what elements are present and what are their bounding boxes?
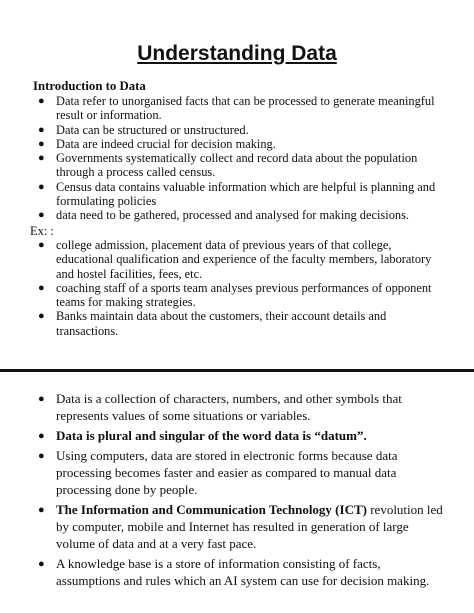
list-item [30,208,450,222]
list-item-text: Data are indeed crucial for decision making. [56,136,276,151]
list-item-text: data need to be gathered, processed and analysed for making decisions. [56,208,410,223]
page-title: Understanding Data [137,42,337,65]
bullet-icon: ● [38,281,45,294]
list-item-text: coaching staff of a sports team analyses previous performances of opponent teams for making strategies. [56,280,432,310]
bullet-icon: ● [38,393,45,405]
list-item-text: Data can be structured or unstructured. [56,122,249,137]
list-item [30,238,450,281]
bullet-icon: ● [38,209,45,222]
intro-heading: Introduction to Data [33,79,146,93]
list-item-text: Census data contains valuable information which are helpful is planning and formulating policies [56,179,436,209]
list-item-text: Data is a collection of characters, numbers, and other symbols that represents values of some situations or variables. [56,391,402,423]
intro-section [30,78,450,338]
ict-term: The Information and Communication Technology (ICT) [56,501,367,517]
bullet-icon: ● [38,557,45,570]
data-facts-section [30,391,446,593]
list-item-text: college admission, placement data of previous years of that college, educational qualification and experience of the faculty members, laboratory and hostel facilities, fees, etc. [56,237,432,281]
list-item-text: A knowledge base is a store of information consisting of facts, assumptions and rules which an AI system can use for decision making. [56,555,430,588]
list-item-text: revolution led by computer, mobile and Internet has resulted in generation of large volume of data and at a very fast pace. [56,501,443,551]
examples-label: Ex: : [30,223,54,238]
section-divider [0,369,474,372]
list-item-text: Governments systematically collect and record data about the population through a process called census. [56,151,418,180]
intro-bullet-list [30,94,450,223]
bullet-icon: ● [38,238,45,251]
list-item [30,309,450,338]
list-item [30,556,446,590]
facts-bullet-list [30,391,446,589]
list-item [30,123,450,137]
list-item [30,151,450,180]
list-item [30,137,450,151]
list-item [30,391,446,425]
bullet-icon: ● [38,137,45,150]
list-item [30,502,446,552]
examples-bullet-list [30,238,450,338]
bullet-icon: ● [38,95,45,107]
bullet-icon: ● [38,503,45,516]
bullet-icon: ● [38,429,45,442]
list-item [30,448,446,498]
list-item-text: Data is plural and singular of the word data is “datum”. [56,427,367,443]
list-item [30,180,450,209]
bullet-icon: ● [38,180,45,193]
list-item [30,94,450,123]
list-item [30,428,446,445]
list-item-text: Data refer to unorganised facts that can be processed to generate meaningful result or information. [56,94,435,123]
bullet-icon: ● [38,152,45,165]
list-item-text: Using computers, data are stored in electronic forms because data processing becomes faster and easier as compared to manual data processing done by people. [56,448,398,497]
list-item [30,281,450,310]
bullet-icon: ● [38,123,45,136]
bullet-icon: ● [38,450,45,463]
list-item-text: Banks maintain data about the customers, their account details and transactions. [56,309,387,338]
bullet-icon: ● [38,310,45,323]
